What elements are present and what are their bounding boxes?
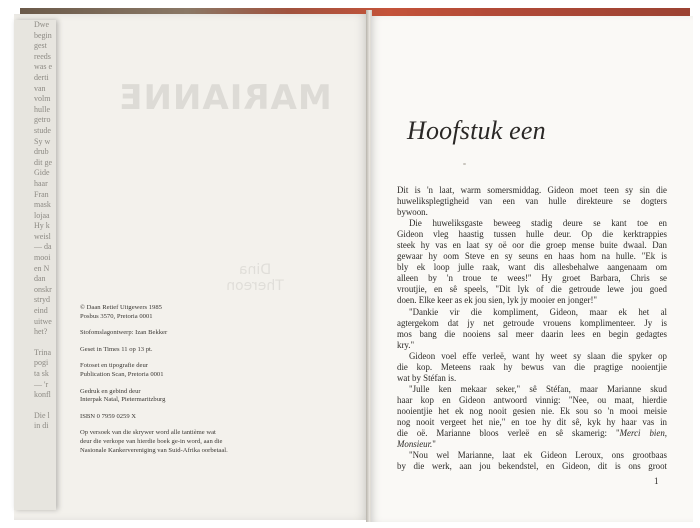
body-paragraph bbox=[397, 185, 667, 218]
flap-text-fragment: Dwe bbox=[34, 20, 50, 29]
flap-text-fragment: lojaa bbox=[34, 210, 50, 220]
body-line: Gideon voel effe verleë, want hy weet sy slaan die spyker op bbox=[409, 350, 667, 361]
body-line: "Nou wel Marianne, laat ek Gideon Leroux, ons grootbaas bbox=[409, 450, 667, 461]
imprint-line: deur die verkope van hierdie boek ge-in word, aan die bbox=[80, 437, 223, 445]
print-speck bbox=[463, 163, 466, 165]
imprint-block bbox=[80, 304, 300, 321]
body-line: die kop. Meteens raak hy bewus van die pragtige nooientjie bbox=[397, 361, 667, 372]
chapter-title: Hoofstuk een bbox=[407, 116, 546, 145]
body-line: vroutjie, en sê speels, "Dit lyk of die getroude lewe jou goed bbox=[397, 284, 667, 295]
imprint-line: Posbus 3570, Pretoria 0001 bbox=[80, 312, 153, 320]
body-line: mos bang die nooiens sal meer daarin lees en begin gedagtes bbox=[397, 328, 667, 339]
imprint-block bbox=[80, 429, 300, 455]
flap-text-fragment: Fran bbox=[34, 189, 49, 199]
imprint-block bbox=[80, 329, 300, 338]
imprint-spacer bbox=[80, 380, 300, 388]
body-line: bly ek loop julle raak, want dis allesbehalwe aangenaam om bbox=[397, 262, 667, 273]
bleed-through-title: MARIANNE bbox=[118, 78, 332, 118]
flap-text-fragment: volm bbox=[34, 94, 51, 104]
body-line: nog nooit vergeet het nie," en toe hy dit sê, kyk hy haar vas in bbox=[397, 416, 667, 427]
imprint-line: Gedruk en gebind deur bbox=[80, 387, 141, 395]
body-line: "Dankie vir die kompliment, Gideon, maar ek het al bbox=[409, 306, 667, 317]
imprint-block bbox=[80, 413, 300, 422]
body-line: Monsieur." bbox=[397, 439, 436, 450]
body-line: Dit is 'n laat, warm somersmiddag. Gideon moet teen sy sin die bbox=[397, 185, 667, 195]
flap-text-fragment: weisl bbox=[34, 231, 51, 241]
flap-text-fragment: getro bbox=[34, 115, 51, 125]
chapter-body-text bbox=[397, 185, 667, 472]
imprint-block bbox=[80, 388, 300, 405]
body-paragraph bbox=[397, 218, 667, 306]
body-line: Gideon vleg haastig tussen hulle deur. Op die kerktrappies bbox=[397, 229, 667, 240]
flap-gap bbox=[14, 338, 56, 348]
flap-text-fragment: onskr bbox=[34, 284, 52, 294]
body-line: "Julle ken mekaar seker," sê Stéfan, maar Marianne skud bbox=[409, 383, 667, 394]
flap-text-fragment: dit ge bbox=[34, 157, 52, 167]
imprint-line: ISBN 0 7959 0259 X bbox=[80, 412, 137, 420]
body-paragraph bbox=[397, 384, 667, 450]
body-line: by die werk, aan jou bekendstel, en Gideon, dit is ons groot bbox=[397, 461, 667, 472]
flap-text-fragment: ta sk bbox=[34, 369, 49, 378]
body-line: bywoon. bbox=[397, 207, 428, 218]
flap-text-fragment: reeds bbox=[34, 51, 51, 61]
flap-text-fragment: het? bbox=[34, 327, 48, 337]
body-line: die oë. Marianne bloos verleë en sê skamerig: "Merci bien, bbox=[397, 428, 667, 439]
flap-text-fragment: — 'r bbox=[34, 379, 49, 389]
flap-text-fragment: dan bbox=[34, 274, 46, 284]
flap-text-fragment: Sy w bbox=[34, 136, 51, 146]
imprint-spacer bbox=[80, 354, 300, 362]
imprint-line: Nasionale Kankervereniging van Suid-Afrika oorbetaal. bbox=[80, 446, 228, 454]
imprint-line: © Daan Retief Uitgewers 1985 bbox=[80, 304, 162, 311]
flap-text-fragment: stude bbox=[34, 125, 51, 135]
flap-text-fragment: mask bbox=[34, 200, 51, 210]
flap-text-fragment: derti bbox=[34, 72, 49, 82]
bleed-through-author: Dina Thereon bbox=[226, 262, 284, 294]
flap-text-fragment: in di bbox=[34, 421, 49, 431]
imprint-line: Geset in Times 11 op 13 pt. bbox=[80, 345, 153, 353]
flap-text-fragment: Trina bbox=[34, 347, 52, 357]
body-line: alleen by 'n troue te wees!" Hy groet Barbara, Chris se bbox=[397, 273, 667, 284]
flap-text-fragment: eind bbox=[34, 306, 48, 316]
body-line: wat by Stéfan is. bbox=[397, 372, 457, 383]
flap-text-fragment: pogi bbox=[34, 358, 49, 368]
body-paragraph bbox=[397, 351, 667, 384]
body-line: steek hy vas en laat sy oë oor die groep mense buite dwaal. Dan bbox=[397, 240, 667, 251]
imprint-line: Op versoek van die skrywer word alle tantième wat bbox=[80, 429, 216, 437]
imprint-line: Interpak Natal, Pietermaritzburg bbox=[80, 396, 166, 404]
flap-text-fragment: — da bbox=[34, 242, 52, 252]
flap-text-fragment: Hy k bbox=[34, 221, 50, 231]
flap-text-fragment: konfl bbox=[34, 390, 51, 400]
flap-text-fragment: hulle bbox=[34, 104, 50, 114]
imprint-spacer bbox=[80, 321, 300, 329]
imprint-line: Stofomslagontwerp: Izan Bekker bbox=[80, 329, 168, 337]
body-line: huweliksplegtigheid van een van hulle direkteure se dogters bbox=[397, 196, 667, 207]
imprint-spacer bbox=[80, 338, 300, 346]
flap-text-fragment: van bbox=[34, 83, 46, 93]
imprint-block bbox=[80, 346, 300, 355]
imprint-block bbox=[80, 362, 300, 379]
body-line: doen. Elke keer as ek jou sien, lyk jy mooier en jonger!" bbox=[397, 295, 598, 306]
body-line: gewaar hy oom Steve en sy seuns en haas hom na hulle. "Ek is bbox=[397, 251, 667, 262]
imprint-line: Publication Scan, Pretoria 0001 bbox=[80, 370, 164, 378]
dust-jacket-flap bbox=[14, 20, 56, 510]
body-paragraph bbox=[397, 450, 667, 472]
flap-text-fragment: begin bbox=[34, 30, 52, 40]
imprint-line: Fotoset en tipografie deur bbox=[80, 362, 148, 370]
flap-text-fragment: en N bbox=[34, 263, 50, 273]
body-line: Die huweliksgaste beweeg stadig deure se kant toe en bbox=[409, 218, 667, 229]
body-line: agtergekom dat jy net getroude vrouens komplimenteer. Jy is bbox=[397, 317, 667, 328]
page-number: 1 bbox=[654, 476, 659, 486]
flap-text-fragment: Die l bbox=[34, 410, 50, 420]
flap-text-fragment: drub bbox=[34, 147, 49, 157]
copyright-imprint bbox=[80, 304, 300, 455]
body-line: nooientjie het ek nog nooit gesien nie. Ek sou so 'n mooi meisie bbox=[397, 405, 667, 416]
flap-text-fragment: uitwe bbox=[34, 316, 52, 326]
body-paragraph bbox=[397, 307, 667, 351]
flap-text-fragment: stryd bbox=[34, 295, 50, 305]
flap-text-fragment: haar bbox=[34, 178, 48, 188]
body-line: haar kop en Gideon antwoord vinnig: "Nee, ou maat, hierdie bbox=[397, 394, 667, 405]
flap-text-fragment: mooi bbox=[34, 253, 51, 263]
imprint-spacer bbox=[80, 405, 300, 413]
flap-gap bbox=[14, 401, 56, 411]
body-line: kry." bbox=[397, 339, 415, 350]
flap-text-fragment: gest bbox=[34, 41, 47, 51]
imprint-spacer bbox=[80, 421, 300, 429]
flap-text-fragment: was e bbox=[34, 62, 52, 72]
flap-text-fragment: Gide bbox=[34, 168, 50, 178]
